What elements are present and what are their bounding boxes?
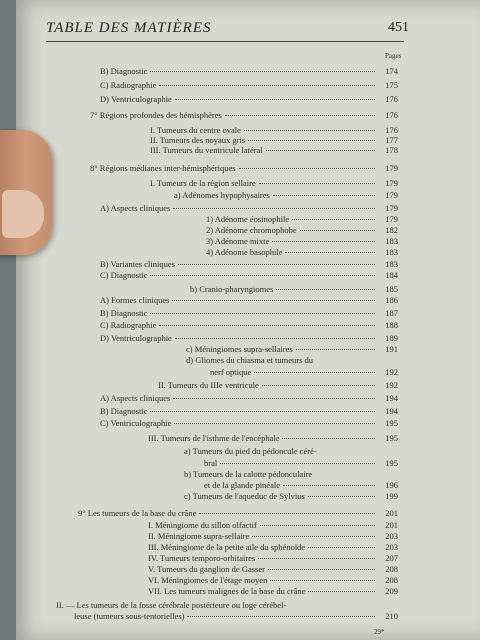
toc-entry-page: 176 xyxy=(385,125,398,135)
dot-leader xyxy=(292,218,375,220)
toc-entry-text: 9° Les tumeurs de la base du crâne xyxy=(78,508,197,518)
toc-entry-text: C) Ventriculographie xyxy=(100,418,172,428)
toc-entry-text: VI. Méningiomes de l'étage moyen xyxy=(148,575,268,585)
toc-entry-page: 179 xyxy=(385,203,398,213)
toc-entry-text: I. Tumeurs de la région sellaire xyxy=(150,178,256,188)
toc-entry-page: 176 xyxy=(385,94,398,104)
toc-entry-text: II. Tumeurs du IIIe ventricule xyxy=(158,380,259,390)
toc-entry-page: 176 xyxy=(385,110,398,120)
toc-entry-text: III. Tumeurs du ventricule latéral xyxy=(150,145,263,155)
dot-leader xyxy=(150,274,375,276)
dot-leader xyxy=(262,384,375,386)
toc-entry-text: A) Aspects cliniques xyxy=(100,203,171,213)
toc-entry-text: C) Diagnostic xyxy=(100,270,148,280)
toc-entry-text: A) Aspects cliniques xyxy=(100,393,171,403)
dot-leader xyxy=(283,484,375,486)
dot-leader xyxy=(159,84,375,86)
toc-entry-page: 186 xyxy=(385,295,398,305)
toc-entry xyxy=(100,320,398,332)
toc-entry xyxy=(100,66,398,78)
dot-leader xyxy=(172,299,375,301)
toc-entry-page: 201 xyxy=(385,520,398,530)
toc-entry-text: IV. Tumeurs temporo-orbitaires xyxy=(148,553,256,563)
toc-entry-text: a) Adénomes hypophysaires xyxy=(174,190,270,200)
toc-entry-text: C) Radiographie xyxy=(100,80,157,90)
toc-entry-text: II. Tumeurs des noyaux gris xyxy=(150,135,246,145)
toc-entry xyxy=(100,80,398,92)
dot-leader xyxy=(199,512,375,514)
toc-entry xyxy=(206,247,398,259)
toc-entry-page: 195 xyxy=(385,433,398,443)
toc-entry-text: A) Formes cliniques xyxy=(100,295,170,305)
toc-entry xyxy=(150,178,398,190)
toc-entry-page: 177 xyxy=(385,135,398,145)
dot-leader xyxy=(173,207,375,209)
toc-entry-text: b) Cranio-pharyngiomes xyxy=(190,284,274,294)
dot-leader xyxy=(296,348,375,350)
dot-leader xyxy=(276,288,375,290)
dot-leader xyxy=(175,98,375,100)
toc-entry-page: 183 xyxy=(385,259,398,269)
dot-leader xyxy=(266,149,375,151)
toc-entry-text: B) Diagnostic xyxy=(100,308,148,318)
book-page xyxy=(16,0,480,640)
toc-entry-text: et de la glande pinéale xyxy=(204,480,280,490)
toc-entry-page: 196 xyxy=(385,480,398,490)
toc-entry-page: 195 xyxy=(385,418,398,428)
toc-entry xyxy=(148,586,398,598)
toc-entry-page: 208 xyxy=(385,575,398,585)
toc-entry-page: 208 xyxy=(385,564,398,574)
toc-entry-text: I. Tumeurs du centre ovale xyxy=(150,125,241,135)
toc-entry-page: 174 xyxy=(385,66,398,76)
toc-entry-page: 184 xyxy=(385,270,398,280)
toc-entry-page: 182 xyxy=(385,225,398,235)
toc-entry xyxy=(90,163,398,175)
toc-entry-text: II. — Les tumeurs de la fosse cérébrale postérieure ou loge cérébel- xyxy=(56,600,287,610)
dot-leader xyxy=(308,495,375,497)
dot-leader xyxy=(239,167,375,169)
dot-leader xyxy=(248,139,375,141)
dot-leader xyxy=(254,371,375,373)
dot-leader xyxy=(150,410,375,412)
dot-leader xyxy=(285,251,375,253)
toc-entry-page: 207 xyxy=(385,553,398,563)
toc-entry-page: 201 xyxy=(385,508,398,518)
header-rule xyxy=(46,41,404,42)
toc-entry-text: nerf optique xyxy=(210,367,252,377)
pages-column-label: Pages xyxy=(385,52,402,60)
toc-entry-text: B) Diagnostic xyxy=(100,406,148,416)
toc-entry-page: 188 xyxy=(385,320,398,330)
dot-leader xyxy=(150,70,375,72)
toc-entry xyxy=(150,145,398,157)
toc-entry-page: 179 xyxy=(385,163,398,173)
dot-leader xyxy=(258,557,375,559)
toc-entry-text: c) Tumeurs de l'aqueduc de Sylvius xyxy=(184,491,305,501)
toc-entry xyxy=(158,380,398,392)
dot-leader xyxy=(308,546,375,548)
dot-leader xyxy=(150,312,375,314)
toc-entry-page: 179 xyxy=(385,178,398,188)
toc-entry-page: 179 xyxy=(385,190,398,200)
dot-leader xyxy=(187,615,375,617)
toc-entry-page: 179 xyxy=(385,214,398,224)
dot-leader xyxy=(174,422,375,424)
toc-entry xyxy=(174,190,398,202)
toc-entry-text: II. Méningiome supra-sellaire xyxy=(148,531,250,541)
dot-leader xyxy=(282,437,375,439)
dot-leader xyxy=(244,129,375,131)
page-title: TABLE DES MATIÈRES xyxy=(46,20,212,36)
dot-leader xyxy=(159,324,375,326)
toc-entry xyxy=(184,491,398,503)
toc-entry-page: 189 xyxy=(385,333,398,343)
dot-leader xyxy=(260,524,375,526)
dot-leader xyxy=(272,240,375,242)
dot-leader xyxy=(268,568,375,570)
toc-entry xyxy=(78,508,398,520)
toc-entry-page: 195 xyxy=(385,458,398,468)
toc-entry-text: 7° Régions profondes des hémisphères xyxy=(90,110,222,120)
toc-entry xyxy=(90,110,398,122)
toc-entry-page: 192 xyxy=(385,380,398,390)
dot-leader xyxy=(220,462,375,464)
toc-entry-page: 185 xyxy=(385,284,398,294)
thumbnail-nail xyxy=(2,190,44,238)
toc-entry-text: B) Diagnostic xyxy=(100,66,148,76)
dot-leader xyxy=(308,590,375,592)
toc-entry xyxy=(184,446,398,458)
toc-entry xyxy=(210,367,398,379)
toc-entry xyxy=(148,433,398,445)
toc-entry-text: VII. Les tumeurs malignes de la base du crâne xyxy=(148,586,306,596)
toc-entry-page: 194 xyxy=(385,406,398,416)
toc-entry-text: bral xyxy=(204,458,218,468)
toc-entry-text: III. Tumeurs de l'isthme de l'encéphale xyxy=(148,433,280,443)
toc-entry-page: 203 xyxy=(385,531,398,541)
toc-entry xyxy=(100,295,398,307)
toc-entry-text: 8° Régions médianes inter-hémisphériques xyxy=(90,163,236,173)
toc-entry-page: 183 xyxy=(385,236,398,246)
toc-entry xyxy=(100,308,398,320)
dot-leader xyxy=(273,194,375,196)
dot-leader xyxy=(173,397,375,399)
toc-entry-text: III. Méningiome de la petite aile du sphénoïde xyxy=(148,542,306,552)
toc-entry-page: 187 xyxy=(385,308,398,318)
thumb-holding-page xyxy=(0,130,52,255)
toc-entry-page: 194 xyxy=(385,393,398,403)
dot-leader xyxy=(270,579,375,581)
toc-entry-text: leuse (tumeurs sous-tentorielles) xyxy=(74,611,185,621)
dot-leader xyxy=(252,535,375,537)
toc-entry-page: 192 xyxy=(385,367,398,377)
toc-entry-text: D) Ventriculographie xyxy=(100,333,172,343)
toc-entry-page: 183 xyxy=(385,247,398,257)
toc-entry-text: C) Radiographie xyxy=(100,320,157,330)
toc-entry xyxy=(100,94,398,106)
toc-entry-text: 2) Adénome chromophobe xyxy=(206,225,297,235)
toc-entry xyxy=(100,406,398,418)
toc-entry-text: B) Variantes cliniques xyxy=(100,259,175,269)
toc-entry-page: 191 xyxy=(385,344,398,354)
toc-entry xyxy=(186,355,398,367)
toc-entry-text: D) Ventriculographie xyxy=(100,94,172,104)
toc-entry-page: 175 xyxy=(385,80,398,90)
toc-entry-page: 210 xyxy=(385,611,398,621)
signature-mark: 29* xyxy=(374,628,385,636)
toc-entry-text: d) Gliomes du chiasma et tumeurs du xyxy=(186,355,314,365)
toc-entry-page: 209 xyxy=(385,586,398,596)
toc-entry-text: c) Méningiomes supra-sellaires xyxy=(186,344,293,354)
dot-leader xyxy=(259,182,375,184)
dot-leader xyxy=(300,229,375,231)
toc-entry-text: 4) Adénome basophile xyxy=(206,247,283,257)
toc-entry-page: 203 xyxy=(385,542,398,552)
toc-entry-text: I. Méningiome du sillon olfactif xyxy=(148,520,257,530)
toc-entry-page: 199 xyxy=(385,491,398,501)
toc-entry-page: 178 xyxy=(385,145,398,155)
dot-leader xyxy=(178,263,375,265)
toc-entry xyxy=(74,611,398,623)
toc-entry-text: a) Tumeurs du pied du pédoncule céré- xyxy=(184,446,317,456)
toc-entry-text: b) Tumeurs de la calotte pédonculaire xyxy=(184,469,313,479)
toc-entry xyxy=(100,418,398,430)
toc-entry-text: 3) Adénome mixte xyxy=(206,236,270,246)
toc-entry xyxy=(100,270,398,282)
page-number: 451 xyxy=(388,20,409,35)
dot-leader xyxy=(175,337,375,339)
toc-entry xyxy=(100,393,398,405)
dot-leader xyxy=(225,114,375,116)
toc-entry-text: 1) Adénome éosinophile xyxy=(206,214,290,224)
toc-entry-text: V. Tumeurs du ganglion de Gasser xyxy=(148,564,265,574)
